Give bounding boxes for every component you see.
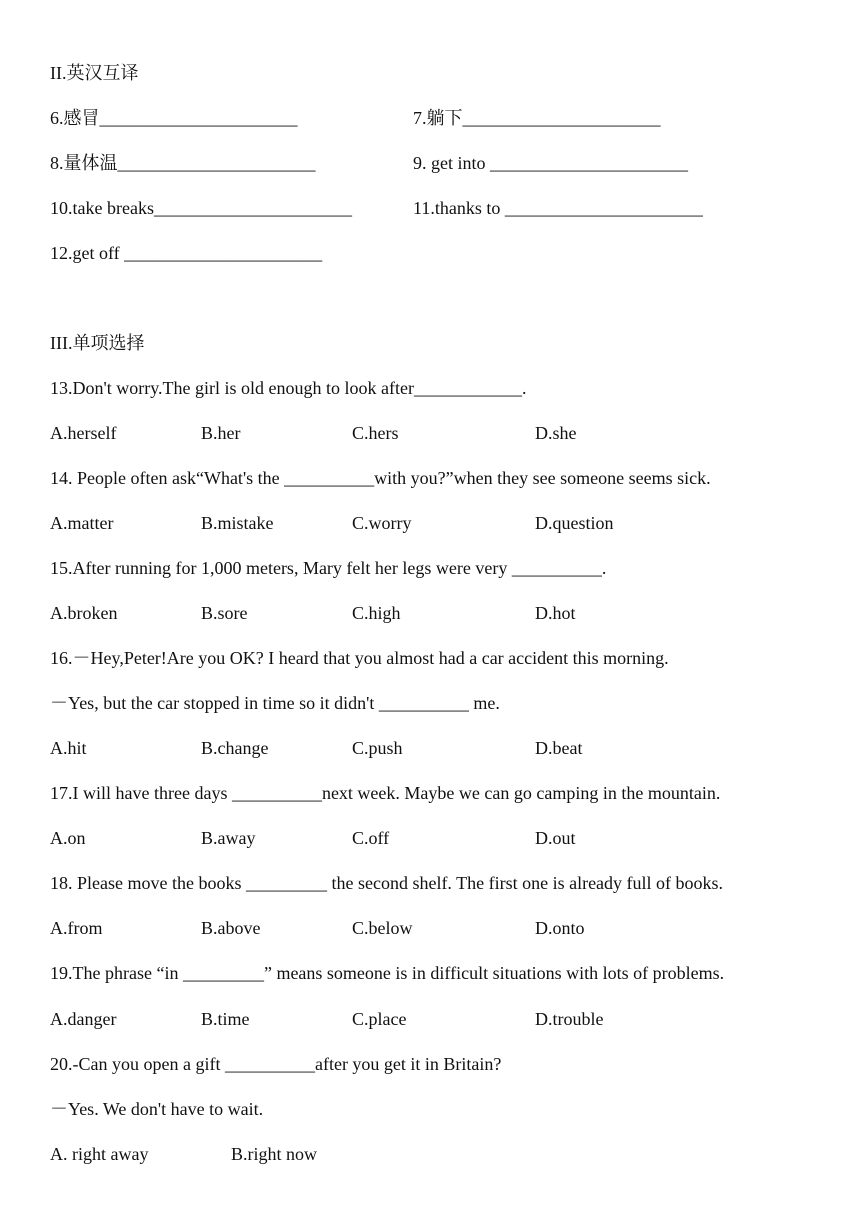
q13-option-a: A.herself bbox=[50, 423, 117, 443]
question-18: 18. Please move the books _________ the second shelf. The first one is already full of books. bbox=[50, 873, 724, 893]
q16-option-c: C.push bbox=[352, 738, 403, 758]
q17-option-d: D.out bbox=[535, 828, 576, 848]
q18-option-d: D.onto bbox=[535, 918, 585, 938]
question-16-reply: －Yes, but the car stopped in time so it didn't __________ me. bbox=[50, 693, 500, 713]
q16-option-d: D.beat bbox=[535, 738, 583, 758]
q20-option-b: B.right now bbox=[231, 1144, 318, 1164]
section-3-heading: III.单项选择 bbox=[50, 333, 145, 353]
item-7: 7.躺下______________________ bbox=[413, 108, 661, 128]
item-10: 10.take breaks______________________ bbox=[50, 198, 352, 218]
q18-option-a: A.from bbox=[50, 918, 103, 938]
item-11: 11.thanks to ______________________ bbox=[413, 198, 703, 218]
q13-option-d: D.she bbox=[535, 423, 577, 443]
q13-option-c: C.hers bbox=[352, 423, 399, 443]
question-19: 19.The phrase “in _________” means someone is in difficult situations with lots of problems. bbox=[50, 963, 725, 983]
q19-option-a: A.danger bbox=[50, 1009, 117, 1029]
q14-option-a: A.matter bbox=[50, 513, 114, 533]
question-15: 15.After running for 1,000 meters, Mary felt her legs were very __________. bbox=[50, 558, 607, 578]
q19-option-b: B.time bbox=[201, 1009, 250, 1029]
q17-option-b: B.away bbox=[201, 828, 256, 848]
question-20: 20.-Can you open a gift __________after you get it in Britain? bbox=[50, 1054, 502, 1074]
q17-option-a: A.on bbox=[50, 828, 86, 848]
section-2-heading: II.英汉互译 bbox=[50, 63, 139, 83]
q19-option-d: D.trouble bbox=[535, 1009, 604, 1029]
q15-option-b: B.sore bbox=[201, 603, 248, 623]
q14-option-c: C.worry bbox=[352, 513, 412, 533]
q13-option-b: B.her bbox=[201, 423, 241, 443]
item-6: 6.感冒______________________ bbox=[50, 108, 298, 128]
question-17: 17.I will have three days __________next week. Maybe we can go camping in the mountain. bbox=[50, 783, 721, 803]
q15-option-c: C.high bbox=[352, 603, 401, 623]
question-14: 14. People often ask“What's the __________with you?”when they see someone seems sick. bbox=[50, 468, 711, 488]
q20-option-a: A. right away bbox=[50, 1144, 149, 1164]
q15-option-d: D.hot bbox=[535, 603, 576, 623]
item-8: 8.量体温______________________ bbox=[50, 153, 316, 173]
q16-option-a: A.hit bbox=[50, 738, 87, 758]
q14-option-d: D.question bbox=[535, 513, 614, 533]
item-9: 9. get into ______________________ bbox=[413, 153, 688, 173]
question-13: 13.Don't worry.The girl is old enough to look after____________. bbox=[50, 378, 527, 398]
item-12: 12.get off ______________________ bbox=[50, 243, 323, 263]
q19-option-c: C.place bbox=[352, 1009, 407, 1029]
q16-option-b: B.change bbox=[201, 738, 269, 758]
q14-option-b: B.mistake bbox=[201, 513, 274, 533]
question-20-reply: －Yes. We don't have to wait. bbox=[50, 1099, 264, 1119]
q17-option-c: C.off bbox=[352, 828, 390, 848]
q15-option-a: A.broken bbox=[50, 603, 118, 623]
q18-option-b: B.above bbox=[201, 918, 261, 938]
question-16: 16.－Hey,Peter!Are you OK? I heard that you almost had a car accident this morning. bbox=[50, 648, 669, 668]
q18-option-c: C.below bbox=[352, 918, 413, 938]
